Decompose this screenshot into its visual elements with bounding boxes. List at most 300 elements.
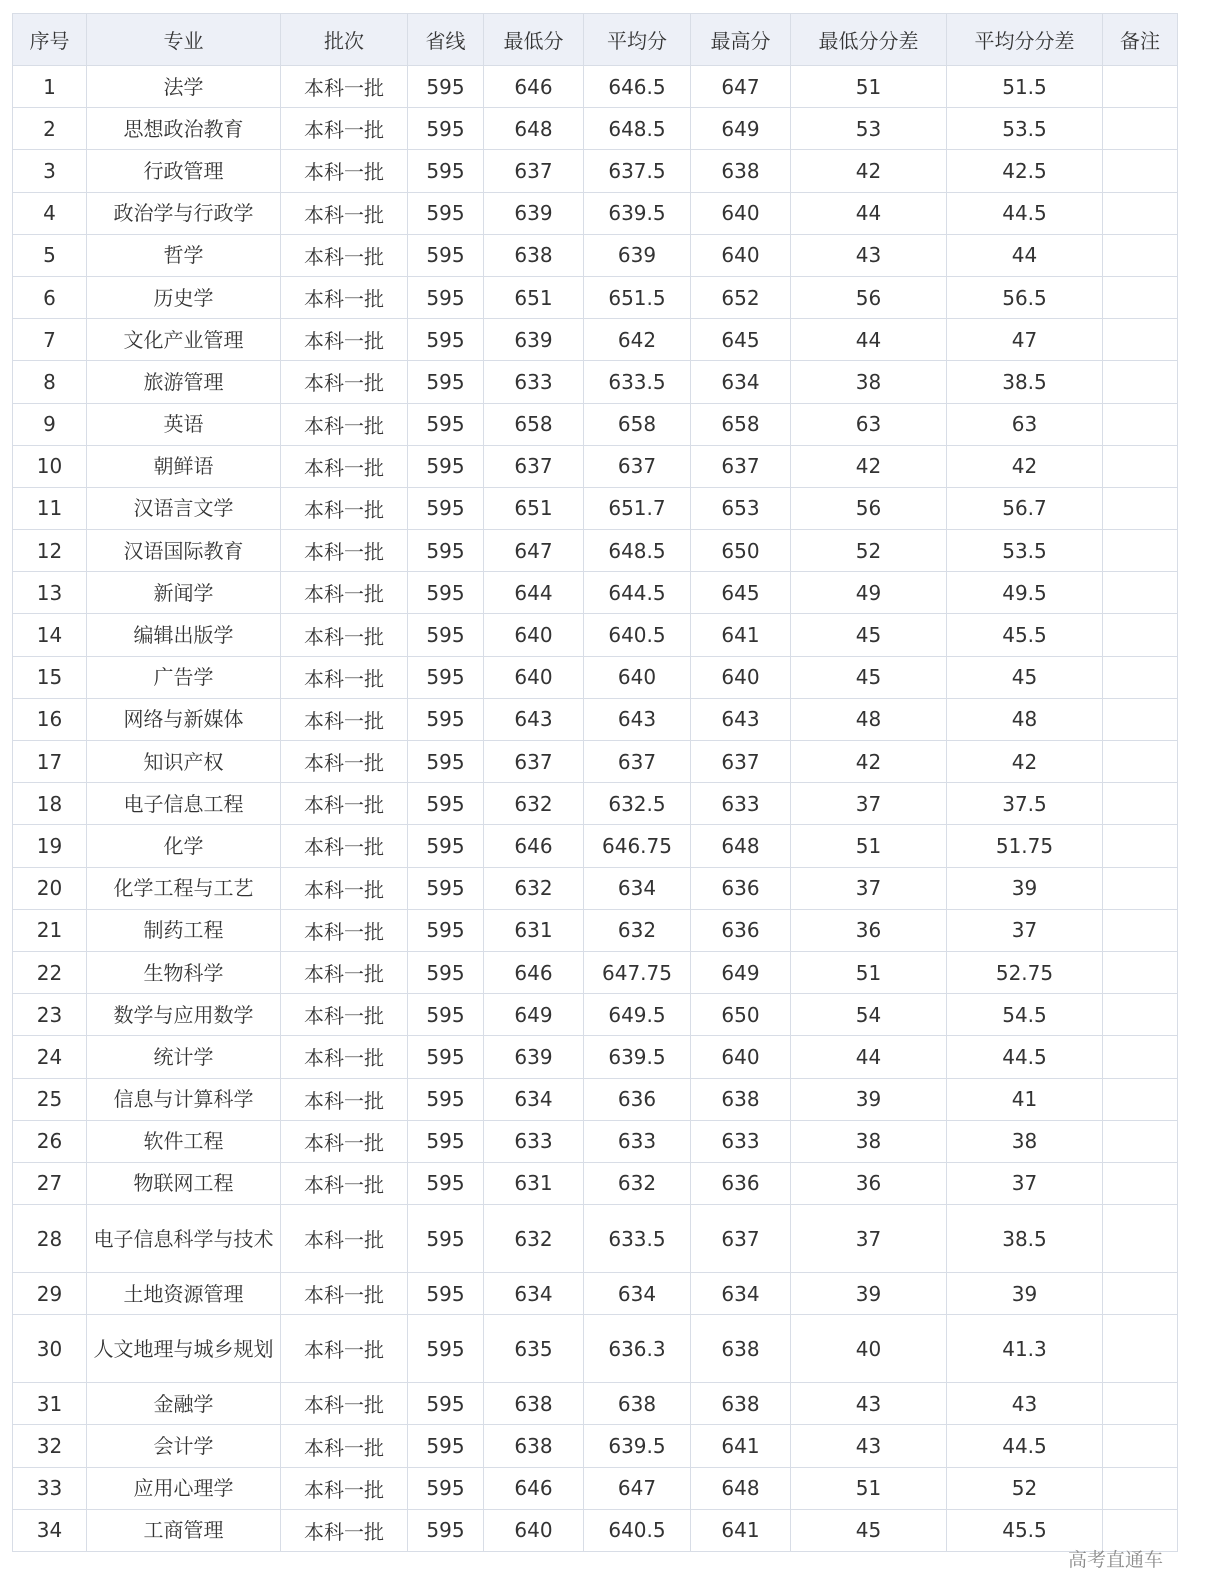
max-score-cell: 640 xyxy=(691,234,791,276)
batch-cell: 本科一批 xyxy=(281,1467,408,1509)
province-line-cell: 595 xyxy=(408,150,484,192)
batch-cell: 本科一批 xyxy=(281,1205,408,1273)
avg-score-cell: 634 xyxy=(584,1273,691,1315)
min-score-cell: 638 xyxy=(484,1383,584,1425)
note-cell xyxy=(1103,909,1178,951)
max-score-cell: 634 xyxy=(691,361,791,403)
row-number-cell: 2 xyxy=(13,108,87,150)
avg-diff-cell: 52.75 xyxy=(947,951,1103,993)
max-score-cell: 636 xyxy=(691,867,791,909)
avg-diff-cell: 53.5 xyxy=(947,108,1103,150)
min-diff-cell: 42 xyxy=(791,445,947,487)
avg-diff-cell: 42.5 xyxy=(947,150,1103,192)
major-cell: 统计学 xyxy=(87,1036,281,1078)
min-score-cell: 638 xyxy=(484,1425,584,1467)
min-score-cell: 631 xyxy=(484,1162,584,1204)
row-number-cell: 21 xyxy=(13,909,87,951)
note-cell xyxy=(1103,1273,1178,1315)
note-cell xyxy=(1103,445,1178,487)
major-cell: 行政管理 xyxy=(87,150,281,192)
avg-score-cell: 651.7 xyxy=(584,487,691,529)
province-line-cell: 595 xyxy=(408,276,484,318)
header-cell: 最低分 xyxy=(484,14,584,66)
max-score-cell: 638 xyxy=(691,1383,791,1425)
province-line-cell: 595 xyxy=(408,867,484,909)
max-score-cell: 643 xyxy=(691,698,791,740)
row-number-cell: 17 xyxy=(13,741,87,783)
avg-score-cell: 637.5 xyxy=(584,150,691,192)
avg-diff-cell: 39 xyxy=(947,867,1103,909)
max-score-cell: 645 xyxy=(691,572,791,614)
province-line-cell: 595 xyxy=(408,1273,484,1315)
avg-diff-cell: 45 xyxy=(947,656,1103,698)
min-diff-cell: 37 xyxy=(791,783,947,825)
note-cell xyxy=(1103,783,1178,825)
min-score-cell: 640 xyxy=(484,1509,584,1551)
major-cell: 思想政治教育 xyxy=(87,108,281,150)
note-cell xyxy=(1103,1467,1178,1509)
note-cell xyxy=(1103,867,1178,909)
note-cell xyxy=(1103,234,1178,276)
min-score-cell: 632 xyxy=(484,1205,584,1273)
row-number-cell: 6 xyxy=(13,276,87,318)
batch-cell: 本科一批 xyxy=(281,403,408,445)
note-cell xyxy=(1103,150,1178,192)
batch-cell: 本科一批 xyxy=(281,108,408,150)
avg-score-cell: 648.5 xyxy=(584,530,691,572)
table-row xyxy=(13,361,1178,403)
max-score-cell: 636 xyxy=(691,1162,791,1204)
row-number-cell: 23 xyxy=(13,994,87,1036)
max-score-cell: 638 xyxy=(691,1078,791,1120)
min-diff-cell: 52 xyxy=(791,530,947,572)
avg-score-cell: 642 xyxy=(584,319,691,361)
major-cell: 信息与计算科学 xyxy=(87,1078,281,1120)
major-cell: 金融学 xyxy=(87,1383,281,1425)
table-row xyxy=(13,698,1178,740)
province-line-cell: 595 xyxy=(408,1467,484,1509)
row-number-cell: 14 xyxy=(13,614,87,656)
min-diff-cell: 40 xyxy=(791,1315,947,1383)
min-diff-cell: 44 xyxy=(791,192,947,234)
table-row xyxy=(13,66,1178,108)
table-row xyxy=(13,1315,1178,1383)
max-score-cell: 636 xyxy=(691,909,791,951)
province-line-cell: 595 xyxy=(408,487,484,529)
avg-score-cell: 646.5 xyxy=(584,66,691,108)
table-row xyxy=(13,1383,1178,1425)
table-row xyxy=(13,614,1178,656)
row-number-cell: 32 xyxy=(13,1425,87,1467)
max-score-cell: 641 xyxy=(691,614,791,656)
min-score-cell: 646 xyxy=(484,1467,584,1509)
province-line-cell: 595 xyxy=(408,909,484,951)
min-score-cell: 639 xyxy=(484,192,584,234)
province-line-cell: 595 xyxy=(408,192,484,234)
batch-cell: 本科一批 xyxy=(281,192,408,234)
table-row xyxy=(13,276,1178,318)
min-score-cell: 634 xyxy=(484,1273,584,1315)
avg-diff-cell: 44.5 xyxy=(947,1036,1103,1078)
batch-cell: 本科一批 xyxy=(281,951,408,993)
min-diff-cell: 49 xyxy=(791,572,947,614)
batch-cell: 本科一批 xyxy=(281,361,408,403)
province-line-cell: 595 xyxy=(408,66,484,108)
note-cell xyxy=(1103,530,1178,572)
min-score-cell: 658 xyxy=(484,403,584,445)
max-score-cell: 638 xyxy=(691,150,791,192)
min-diff-cell: 38 xyxy=(791,361,947,403)
province-line-cell: 595 xyxy=(408,1383,484,1425)
min-diff-cell: 43 xyxy=(791,1383,947,1425)
province-line-cell: 595 xyxy=(408,698,484,740)
avg-score-cell: 632 xyxy=(584,909,691,951)
batch-cell: 本科一批 xyxy=(281,1383,408,1425)
major-cell: 应用心理学 xyxy=(87,1467,281,1509)
min-diff-cell: 51 xyxy=(791,951,947,993)
min-score-cell: 651 xyxy=(484,276,584,318)
header-row xyxy=(13,14,1178,66)
row-number-cell: 25 xyxy=(13,1078,87,1120)
max-score-cell: 645 xyxy=(691,319,791,361)
note-cell xyxy=(1103,361,1178,403)
major-cell: 制药工程 xyxy=(87,909,281,951)
major-cell: 电子信息工程 xyxy=(87,783,281,825)
note-cell xyxy=(1103,66,1178,108)
table-row xyxy=(13,783,1178,825)
row-number-cell: 15 xyxy=(13,656,87,698)
avg-score-cell: 649.5 xyxy=(584,994,691,1036)
avg-diff-cell: 42 xyxy=(947,741,1103,783)
province-line-cell: 595 xyxy=(408,572,484,614)
avg-diff-cell: 43 xyxy=(947,1383,1103,1425)
min-diff-cell: 36 xyxy=(791,1162,947,1204)
major-cell: 生物科学 xyxy=(87,951,281,993)
batch-cell: 本科一批 xyxy=(281,150,408,192)
row-number-cell: 18 xyxy=(13,783,87,825)
avg-score-cell: 646.75 xyxy=(584,825,691,867)
note-cell xyxy=(1103,192,1178,234)
table-row xyxy=(13,445,1178,487)
row-number-cell: 10 xyxy=(13,445,87,487)
header-cell: 序号 xyxy=(13,14,87,66)
avg-diff-cell: 44.5 xyxy=(947,1425,1103,1467)
batch-cell: 本科一批 xyxy=(281,1315,408,1383)
table-row xyxy=(13,192,1178,234)
avg-score-cell: 636.3 xyxy=(584,1315,691,1383)
table-row xyxy=(13,867,1178,909)
note-cell xyxy=(1103,1120,1178,1162)
table-row xyxy=(13,951,1178,993)
avg-diff-cell: 52 xyxy=(947,1467,1103,1509)
avg-diff-cell: 47 xyxy=(947,319,1103,361)
province-line-cell: 595 xyxy=(408,825,484,867)
batch-cell: 本科一批 xyxy=(281,572,408,614)
avg-score-cell: 639 xyxy=(584,234,691,276)
min-score-cell: 639 xyxy=(484,1036,584,1078)
avg-diff-cell: 49.5 xyxy=(947,572,1103,614)
major-cell: 政治学与行政学 xyxy=(87,192,281,234)
min-diff-cell: 44 xyxy=(791,1036,947,1078)
province-line-cell: 595 xyxy=(408,108,484,150)
note-cell xyxy=(1103,1162,1178,1204)
max-score-cell: 637 xyxy=(691,1205,791,1273)
avg-diff-cell: 41.3 xyxy=(947,1315,1103,1383)
max-score-cell: 640 xyxy=(691,1036,791,1078)
batch-cell: 本科一批 xyxy=(281,66,408,108)
row-number-cell: 5 xyxy=(13,234,87,276)
min-diff-cell: 43 xyxy=(791,234,947,276)
avg-score-cell: 643 xyxy=(584,698,691,740)
min-diff-cell: 51 xyxy=(791,66,947,108)
batch-cell: 本科一批 xyxy=(281,698,408,740)
batch-cell: 本科一批 xyxy=(281,867,408,909)
major-cell: 土地资源管理 xyxy=(87,1273,281,1315)
max-score-cell: 658 xyxy=(691,403,791,445)
major-cell: 人文地理与城乡规划 xyxy=(87,1315,281,1383)
province-line-cell: 595 xyxy=(408,741,484,783)
max-score-cell: 637 xyxy=(691,741,791,783)
table-body xyxy=(13,66,1178,1552)
max-score-cell: 650 xyxy=(691,530,791,572)
note-cell xyxy=(1103,108,1178,150)
min-diff-cell: 39 xyxy=(791,1078,947,1120)
avg-diff-cell: 37.5 xyxy=(947,783,1103,825)
avg-score-cell: 639.5 xyxy=(584,1425,691,1467)
avg-score-cell: 647 xyxy=(584,1467,691,1509)
max-score-cell: 650 xyxy=(691,994,791,1036)
note-cell xyxy=(1103,741,1178,783)
major-cell: 编辑出版学 xyxy=(87,614,281,656)
min-diff-cell: 37 xyxy=(791,1205,947,1273)
province-line-cell: 595 xyxy=(408,234,484,276)
min-score-cell: 633 xyxy=(484,1120,584,1162)
note-cell xyxy=(1103,1205,1178,1273)
table-row xyxy=(13,1205,1178,1273)
major-cell: 哲学 xyxy=(87,234,281,276)
batch-cell: 本科一批 xyxy=(281,1162,408,1204)
batch-cell: 本科一批 xyxy=(281,234,408,276)
batch-cell: 本科一批 xyxy=(281,909,408,951)
max-score-cell: 641 xyxy=(691,1509,791,1551)
row-number-cell: 31 xyxy=(13,1383,87,1425)
table-row xyxy=(13,234,1178,276)
header-cell: 批次 xyxy=(281,14,408,66)
major-cell: 广告学 xyxy=(87,656,281,698)
batch-cell: 本科一批 xyxy=(281,1425,408,1467)
batch-cell: 本科一批 xyxy=(281,1273,408,1315)
max-score-cell: 633 xyxy=(691,1120,791,1162)
min-diff-cell: 37 xyxy=(791,867,947,909)
min-score-cell: 647 xyxy=(484,530,584,572)
major-cell: 法学 xyxy=(87,66,281,108)
min-diff-cell: 45 xyxy=(791,614,947,656)
avg-score-cell: 644.5 xyxy=(584,572,691,614)
major-cell: 软件工程 xyxy=(87,1120,281,1162)
min-score-cell: 640 xyxy=(484,656,584,698)
major-cell: 新闻学 xyxy=(87,572,281,614)
note-cell xyxy=(1103,487,1178,529)
max-score-cell: 633 xyxy=(691,783,791,825)
min-diff-cell: 42 xyxy=(791,741,947,783)
major-cell: 电子信息科学与技术 xyxy=(87,1205,281,1273)
row-number-cell: 28 xyxy=(13,1205,87,1273)
table-row xyxy=(13,1467,1178,1509)
major-cell: 化学工程与工艺 xyxy=(87,867,281,909)
note-cell xyxy=(1103,572,1178,614)
avg-diff-cell: 63 xyxy=(947,403,1103,445)
min-score-cell: 637 xyxy=(484,741,584,783)
avg-diff-cell: 42 xyxy=(947,445,1103,487)
header-cell: 最高分 xyxy=(691,14,791,66)
min-diff-cell: 56 xyxy=(791,487,947,529)
batch-cell: 本科一批 xyxy=(281,530,408,572)
min-score-cell: 631 xyxy=(484,909,584,951)
batch-cell: 本科一批 xyxy=(281,994,408,1036)
major-cell: 文化产业管理 xyxy=(87,319,281,361)
avg-diff-cell: 51.75 xyxy=(947,825,1103,867)
row-number-cell: 33 xyxy=(13,1467,87,1509)
avg-score-cell: 640 xyxy=(584,656,691,698)
note-cell xyxy=(1103,1036,1178,1078)
batch-cell: 本科一批 xyxy=(281,1078,408,1120)
row-number-cell: 26 xyxy=(13,1120,87,1162)
batch-cell: 本科一批 xyxy=(281,825,408,867)
province-line-cell: 595 xyxy=(408,319,484,361)
avg-diff-cell: 37 xyxy=(947,1162,1103,1204)
table-row xyxy=(13,530,1178,572)
table-row xyxy=(13,994,1178,1036)
avg-diff-cell: 45.5 xyxy=(947,1509,1103,1551)
avg-score-cell: 640.5 xyxy=(584,614,691,656)
province-line-cell: 595 xyxy=(408,1425,484,1467)
province-line-cell: 595 xyxy=(408,1509,484,1551)
min-score-cell: 632 xyxy=(484,867,584,909)
province-line-cell: 595 xyxy=(408,783,484,825)
avg-diff-cell: 41 xyxy=(947,1078,1103,1120)
max-score-cell: 648 xyxy=(691,825,791,867)
avg-score-cell: 637 xyxy=(584,445,691,487)
table-row xyxy=(13,1036,1178,1078)
max-score-cell: 653 xyxy=(691,487,791,529)
avg-score-cell: 632 xyxy=(584,1162,691,1204)
batch-cell: 本科一批 xyxy=(281,1120,408,1162)
province-line-cell: 595 xyxy=(408,1078,484,1120)
row-number-cell: 30 xyxy=(13,1315,87,1383)
min-score-cell: 638 xyxy=(484,234,584,276)
table-row xyxy=(13,656,1178,698)
province-line-cell: 595 xyxy=(408,445,484,487)
min-diff-cell: 48 xyxy=(791,698,947,740)
note-cell xyxy=(1103,825,1178,867)
province-line-cell: 595 xyxy=(408,951,484,993)
min-score-cell: 646 xyxy=(484,66,584,108)
watermark-text: 高考直通车 xyxy=(1067,1549,1163,1571)
table-row xyxy=(13,741,1178,783)
max-score-cell: 652 xyxy=(691,276,791,318)
batch-cell: 本科一批 xyxy=(281,1036,408,1078)
major-cell: 汉语言文学 xyxy=(87,487,281,529)
batch-cell: 本科一批 xyxy=(281,783,408,825)
province-line-cell: 595 xyxy=(408,1205,484,1273)
row-number-cell: 27 xyxy=(13,1162,87,1204)
max-score-cell: 649 xyxy=(691,951,791,993)
row-number-cell: 29 xyxy=(13,1273,87,1315)
note-cell xyxy=(1103,951,1178,993)
min-score-cell: 646 xyxy=(484,825,584,867)
table-row xyxy=(13,1425,1178,1467)
note-cell xyxy=(1103,656,1178,698)
header-cell: 专业 xyxy=(87,14,281,66)
batch-cell: 本科一批 xyxy=(281,445,408,487)
avg-diff-cell: 38.5 xyxy=(947,361,1103,403)
max-score-cell: 640 xyxy=(691,192,791,234)
header-cell: 备注 xyxy=(1103,14,1178,66)
avg-diff-cell: 56.7 xyxy=(947,487,1103,529)
row-number-cell: 34 xyxy=(13,1509,87,1551)
avg-diff-cell: 56.5 xyxy=(947,276,1103,318)
avg-score-cell: 633.5 xyxy=(584,361,691,403)
min-diff-cell: 56 xyxy=(791,276,947,318)
batch-cell: 本科一批 xyxy=(281,319,408,361)
table-row xyxy=(13,1162,1178,1204)
row-number-cell: 13 xyxy=(13,572,87,614)
min-diff-cell: 45 xyxy=(791,1509,947,1551)
avg-score-cell: 647.75 xyxy=(584,951,691,993)
avg-score-cell: 638 xyxy=(584,1383,691,1425)
major-cell: 网络与新媒体 xyxy=(87,698,281,740)
min-score-cell: 637 xyxy=(484,445,584,487)
row-number-cell: 22 xyxy=(13,951,87,993)
table-row xyxy=(13,1078,1178,1120)
min-diff-cell: 63 xyxy=(791,403,947,445)
major-cell: 数学与应用数学 xyxy=(87,994,281,1036)
row-number-cell: 16 xyxy=(13,698,87,740)
avg-diff-cell: 38 xyxy=(947,1120,1103,1162)
province-line-cell: 595 xyxy=(408,994,484,1036)
note-cell xyxy=(1103,1078,1178,1120)
min-score-cell: 637 xyxy=(484,150,584,192)
table-row xyxy=(13,487,1178,529)
major-cell: 朝鲜语 xyxy=(87,445,281,487)
avg-diff-cell: 48 xyxy=(947,698,1103,740)
max-score-cell: 649 xyxy=(691,108,791,150)
avg-score-cell: 658 xyxy=(584,403,691,445)
table-row xyxy=(13,909,1178,951)
avg-score-cell: 636 xyxy=(584,1078,691,1120)
min-score-cell: 640 xyxy=(484,614,584,656)
batch-cell: 本科一批 xyxy=(281,656,408,698)
province-line-cell: 595 xyxy=(408,530,484,572)
avg-score-cell: 637 xyxy=(584,741,691,783)
province-line-cell: 595 xyxy=(408,1120,484,1162)
max-score-cell: 640 xyxy=(691,656,791,698)
batch-cell: 本科一批 xyxy=(281,741,408,783)
max-score-cell: 638 xyxy=(691,1315,791,1383)
avg-score-cell: 634 xyxy=(584,867,691,909)
header-cell: 平均分分差 xyxy=(947,14,1103,66)
avg-diff-cell: 38.5 xyxy=(947,1205,1103,1273)
row-number-cell: 24 xyxy=(13,1036,87,1078)
major-cell: 英语 xyxy=(87,403,281,445)
max-score-cell: 647 xyxy=(691,66,791,108)
province-line-cell: 595 xyxy=(408,361,484,403)
row-number-cell: 4 xyxy=(13,192,87,234)
min-diff-cell: 39 xyxy=(791,1273,947,1315)
major-cell: 历史学 xyxy=(87,276,281,318)
avg-score-cell: 639.5 xyxy=(584,1036,691,1078)
table-row xyxy=(13,1120,1178,1162)
